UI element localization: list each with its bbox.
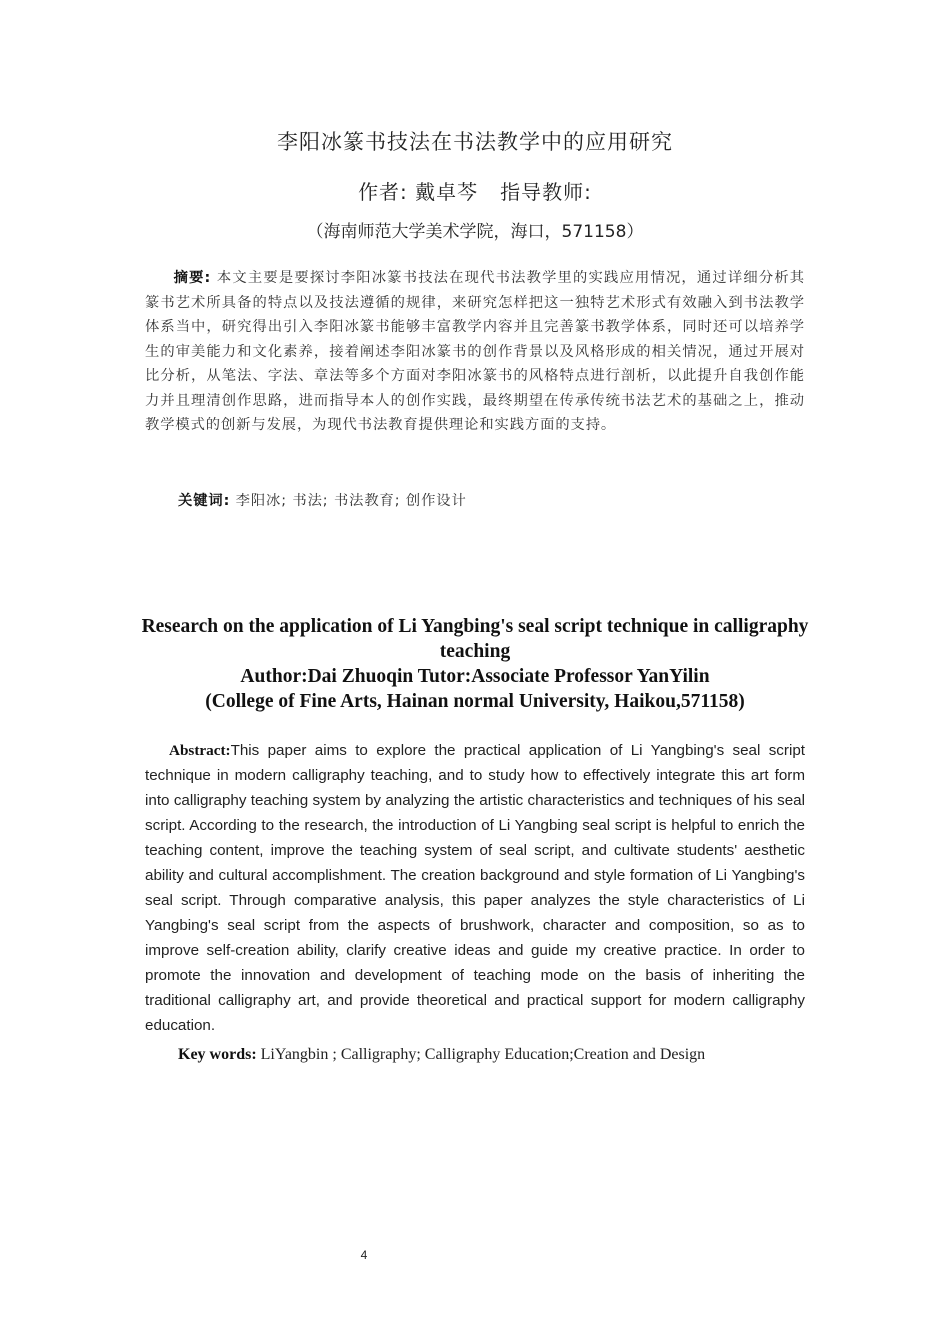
chinese-title: 李阳冰篆书技法在书法教学中的应用研究 — [277, 130, 673, 154]
chinese-author: 作者: 戴卓芩 — [358, 180, 479, 204]
english-keywords-label: Key words: — [178, 1046, 257, 1063]
chinese-abstract — [145, 266, 805, 438]
chinese-tutor-label: 指导教师: — [500, 180, 592, 204]
english-affiliation: (College of Fine Arts, Hainan normal University, Haikou,571158) — [205, 691, 745, 712]
chinese-keywords — [178, 490, 467, 510]
page-number: 4 — [360, 1248, 368, 1262]
chinese-keywords-label: 关键词: — [178, 493, 231, 509]
english-title: Research on the application of Li Yangbing's seal script technique in calligraphy teaching — [141, 616, 809, 662]
english-abstract-label: Abstract: — [169, 742, 231, 759]
english-author-line: Author:Dai Zhuoqin Tutor:Associate Professor YanYilin — [240, 666, 710, 687]
chinese-affiliation: （海南师范大学美术学院，海口，571158） — [306, 222, 644, 242]
english-abstract-text: This paper aims to explore the practical application of Li Yangbing's seal script technique in modern calligraphy teaching, and to study how to effectively integrate this art form into calligraphy teaching system by analyzing the artistic characteristics and techniques of his seal script. According to the research, the introduction of Li Yangbing seal script is helpful to enrich the teaching content, improve the teaching system of seal script, and cultivate students' aesthetic ability and cultural accomplishment. The creation background and style formation of Li Yangbing's seal script. Through comparative analysis, this paper analyzes the style characteristics of Li Yangbing's seal script from the aspects of brushwork, character and composition, so as to improve self-creation ability, clarify creative ideas and guide my creative practice. In order to promote the innovation and development of teaching mode on the basis of inheriting the traditional calligraphy art, and provide theoretical and practical support for modern calligraphy education. — [145, 742, 805, 1034]
english-abstract — [145, 738, 805, 1038]
chinese-keywords-text: 李阳冰; 书法; 书法教育; 创作设计 — [230, 493, 467, 509]
chinese-abstract-label: 摘要: — [173, 270, 212, 286]
english-keywords — [178, 1043, 705, 1067]
chinese-abstract-text: 本文主要是要探讨李阳冰篆书技法在现代书法教学里的实践应用情况，通过详细分析其篆书艺术所具备的特点以及技法遵循的规律，来研究怎样把这一独特艺术形式有效融入到书法教学体系当中，研究得出引入李阳冰篆书能够丰富教学内容并且完善篆书教学体系，同时还可以培养学生的审美能力和文化素养，接着阐述李阳冰篆书的创作背景以及风格形成的相关情况，通过开展对比分析，从笔法、字法、章法等多个方面对李阳冰篆书的风格特点进行剖析，以此提升自我创作能力并且理清创作思路，进而指导本人的创作实践，最终期望在传承传统书法艺术的基础之上，推动教学模式的创新与发展，为现代书法教育提供理论和实践方面的支持。 — [145, 270, 806, 433]
english-keywords-text: LiYangbin ; Calligraphy; Calligraphy Education;Creation and Design — [256, 1046, 706, 1063]
chinese-author-line — [0, 176, 950, 205]
